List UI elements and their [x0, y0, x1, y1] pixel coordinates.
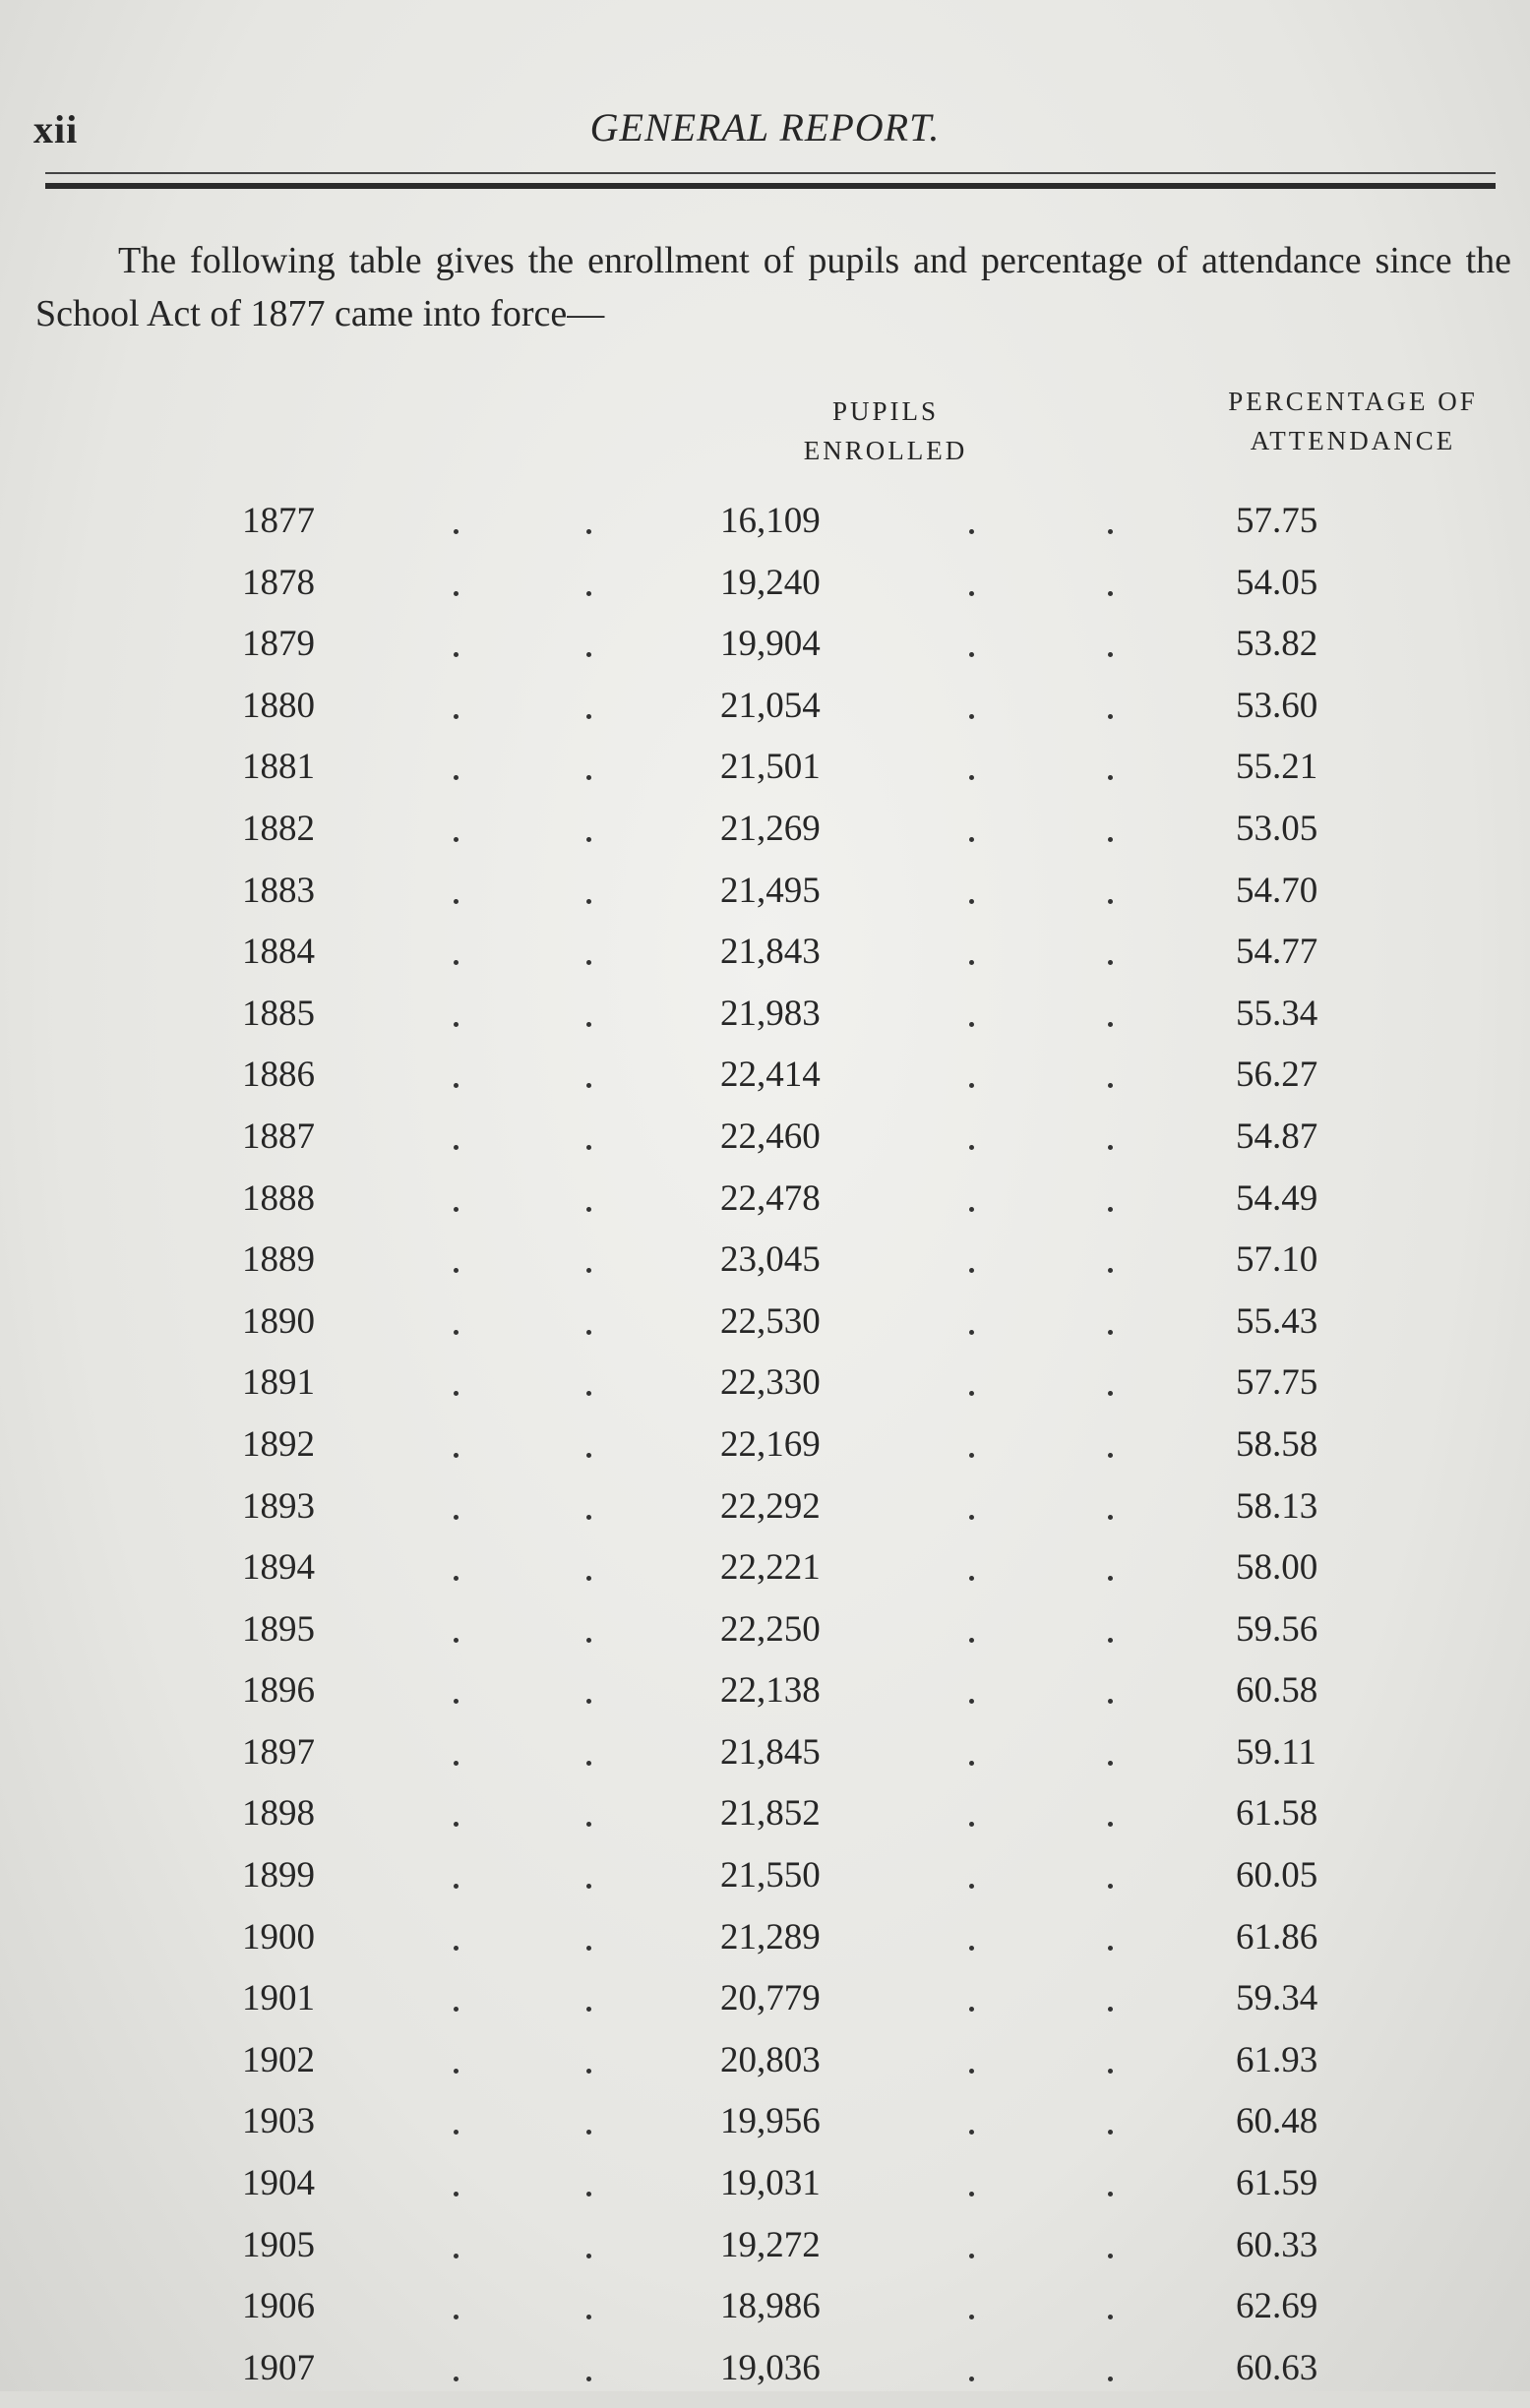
table-row: [0, 1054, 1530, 1115]
year-cell: 1898: [242, 1793, 315, 1835]
enrolled-cell: 22,530: [720, 1300, 821, 1342]
leader-dot: [1108, 2377, 1113, 2381]
enrolled-cell: 22,169: [720, 1423, 821, 1465]
leader-dot: [1108, 2069, 1113, 2074]
leader-dot: [1108, 591, 1113, 596]
leader-dot: [969, 1145, 974, 1150]
year-cell: 1882: [242, 808, 315, 849]
enrolled-cell: 22,478: [720, 1177, 821, 1219]
year-cell: 1881: [242, 747, 315, 788]
percent-header-line2: ATTENDANCE: [1250, 426, 1456, 455]
enrolled-cell: 21,852: [720, 1793, 821, 1835]
leader-dot: [1108, 1145, 1113, 1150]
percent-cell: 54.87: [1236, 1115, 1318, 1157]
table-row: [0, 1361, 1530, 1423]
table-row: [0, 2347, 1530, 2408]
percent-cell: 55.34: [1236, 993, 1318, 1034]
leader-dot: [969, 1453, 974, 1458]
percent-cell: 60.63: [1236, 2347, 1318, 2388]
leader-dot: [969, 2377, 974, 2381]
percent-cell: 56.27: [1236, 1054, 1318, 1096]
leader-dot: [969, 1946, 974, 1951]
table-row: [0, 1731, 1530, 1793]
table-row: [0, 685, 1530, 747]
leader-dot: [454, 1699, 459, 1704]
leader-dot: [1108, 1330, 1113, 1335]
leader-dot: [454, 899, 459, 904]
leader-dot: [454, 1268, 459, 1273]
enrolled-cell: 19,036: [720, 2347, 821, 2388]
table-row: [0, 1177, 1530, 1239]
leader-dot: [454, 1761, 459, 1766]
enrolled-cell: 21,845: [720, 1731, 821, 1773]
leader-dot: [1108, 1268, 1113, 1273]
intro-paragraph: [35, 234, 1511, 340]
leader-dot: [969, 529, 974, 534]
enrolled-cell: 21,054: [720, 685, 821, 726]
leader-dot: [586, 591, 591, 596]
year-cell: 1888: [242, 1177, 315, 1219]
leader-dot: [586, 1761, 591, 1766]
leader-dot: [586, 1268, 591, 1273]
leader-dot: [1108, 1453, 1113, 1458]
leader-dot: [969, 1638, 974, 1643]
enrolled-cell: 19,031: [720, 2163, 821, 2204]
leader-dot: [1108, 2254, 1113, 2258]
enrolled-cell: 22,138: [720, 1670, 821, 1712]
leader-dot: [1108, 1515, 1113, 1520]
year-cell: 1878: [242, 562, 315, 603]
leader-dot: [969, 837, 974, 842]
year-cell: 1880: [242, 685, 315, 726]
leader-dot: [454, 1576, 459, 1581]
table-row: [0, 2285, 1530, 2347]
enrolled-cell: 21,550: [720, 1855, 821, 1896]
table-row: [0, 1485, 1530, 1547]
leader-dot: [586, 2254, 591, 2258]
leader-dot: [586, 652, 591, 657]
percent-cell: 53.60: [1236, 685, 1318, 726]
leader-dot: [586, 1699, 591, 1704]
enrolled-cell: 21,501: [720, 747, 821, 788]
percent-cell: 62.69: [1236, 2286, 1318, 2327]
intro-text: The following table gives the enrollment of pupils and percentage of attendance since the School Act of 1877 came into force—: [35, 240, 1511, 334]
table-row: [0, 562, 1530, 624]
enrolled-cell: 18,986: [720, 2286, 821, 2327]
leader-dot: [1108, 1638, 1113, 1643]
leader-dot: [454, 1330, 459, 1335]
year-cell: 1896: [242, 1670, 315, 1712]
percent-cell: 54.77: [1236, 932, 1318, 973]
percent-cell: 60.58: [1236, 1670, 1318, 1712]
leader-dot: [586, 1022, 591, 1027]
year-cell: 1895: [242, 1608, 315, 1650]
leader-dot: [1108, 1576, 1113, 1581]
table-row: [0, 2224, 1530, 2286]
leader-dot: [586, 2130, 591, 2135]
year-cell: 1889: [242, 1239, 315, 1281]
leader-dot: [586, 775, 591, 780]
leader-dot: [586, 1330, 591, 1335]
leader-dot: [454, 1822, 459, 1827]
leader-dot: [1108, 1884, 1113, 1889]
leader-dot: [969, 714, 974, 719]
leader-dot: [969, 2254, 974, 2258]
enrolled-cell: 22,414: [720, 1054, 821, 1096]
enrolled-cell: 19,240: [720, 562, 821, 603]
leader-dot: [454, 1207, 459, 1212]
table-row: [0, 2039, 1530, 2101]
table-row: [0, 1608, 1530, 1670]
enrolled-cell: 22,221: [720, 1547, 821, 1589]
leader-dot: [969, 1022, 974, 1027]
enrolled-cell: 19,904: [720, 624, 821, 665]
leader-dot: [454, 960, 459, 965]
percent-cell: 59.11: [1236, 1731, 1316, 1773]
leader-dot: [1108, 1083, 1113, 1088]
leader-dot: [969, 1330, 974, 1335]
leader-dot: [586, 2315, 591, 2319]
enrolled-cell: 21,289: [720, 1916, 821, 1957]
leader-dot: [586, 837, 591, 842]
leader-dot: [969, 1884, 974, 1889]
leader-dot: [1108, 2315, 1113, 2319]
year-cell: 1906: [242, 2286, 315, 2327]
percent-cell: 58.58: [1236, 1423, 1318, 1465]
percent-cell: 53.82: [1236, 624, 1318, 665]
leader-dot: [1108, 1207, 1113, 1212]
leader-dot: [969, 960, 974, 965]
leader-dot: [1108, 714, 1113, 719]
leader-dot: [454, 652, 459, 657]
percent-cell: 57.75: [1236, 501, 1318, 541]
year-cell: 1901: [242, 1978, 315, 2019]
year-cell: 1890: [242, 1300, 315, 1342]
table-row: [0, 1300, 1530, 1362]
enrolled-cell: 19,272: [720, 2224, 821, 2265]
year-cell: 1884: [242, 932, 315, 973]
leader-dot: [969, 775, 974, 780]
percent-cell: 54.49: [1236, 1177, 1318, 1219]
percent-cell: 61.59: [1236, 2163, 1318, 2204]
table-row: [0, 993, 1530, 1054]
percent-cell: 61.86: [1236, 1916, 1318, 1957]
leader-dot: [586, 960, 591, 965]
table-row: [0, 808, 1530, 870]
table-row: [0, 1423, 1530, 1485]
leader-dot: [969, 1268, 974, 1273]
leader-dot: [586, 1453, 591, 1458]
leader-dot: [454, 1145, 459, 1150]
percent-cell: 55.21: [1236, 747, 1318, 788]
leader-dot: [969, 2007, 974, 2012]
table-row: [0, 1115, 1530, 1177]
year-cell: 1887: [242, 1115, 315, 1157]
leader-dot: [1108, 1822, 1113, 1827]
page-number: xii: [33, 107, 79, 151]
table-row: [0, 1916, 1530, 1978]
leader-dot: [1108, 1391, 1113, 1396]
leader-dot: [454, 2007, 459, 2012]
column-header-pupils-enrolled: [728, 391, 1043, 470]
table-row: [0, 1977, 1530, 2039]
leader-dot: [969, 1515, 974, 1520]
leader-dot: [969, 2192, 974, 2197]
enrolled-cell: 21,269: [720, 808, 821, 849]
enrolled-cell: 22,460: [720, 1115, 821, 1157]
leader-dot: [454, 1884, 459, 1889]
leader-dot: [454, 2192, 459, 2197]
table-row: [0, 746, 1530, 808]
year-cell: 1905: [242, 2224, 315, 2265]
enrolled-cell: 23,045: [720, 1239, 821, 1281]
year-cell: 1903: [242, 2101, 315, 2142]
leader-dot: [969, 1391, 974, 1396]
year-cell: 1899: [242, 1855, 315, 1896]
table-row: [0, 931, 1530, 993]
table-row: [0, 1669, 1530, 1731]
percent-cell: 54.05: [1236, 562, 1318, 603]
leader-dot: [586, 2007, 591, 2012]
percent-cell: 53.05: [1236, 808, 1318, 849]
year-cell: 1892: [242, 1423, 315, 1465]
leader-dot: [969, 2130, 974, 2135]
percent-header-line1: PERCENTAGE OF: [1228, 387, 1478, 416]
year-cell: 1891: [242, 1362, 315, 1404]
leader-dot: [969, 1761, 974, 1766]
pupils-header-line1: PUPILS: [831, 396, 940, 426]
leader-dot: [586, 899, 591, 904]
enrolled-cell: 20,803: [720, 2039, 821, 2080]
leader-dot: [454, 529, 459, 534]
enrolled-cell: 22,250: [720, 1608, 821, 1650]
percent-cell: 61.93: [1236, 2039, 1318, 2080]
table-row: [0, 1792, 1530, 1854]
leader-dot: [586, 1083, 591, 1088]
leader-dot: [969, 2069, 974, 2074]
year-cell: 1886: [242, 1054, 315, 1096]
leader-dot: [586, 1515, 591, 1520]
table-row: [0, 1238, 1530, 1300]
leader-dot: [1108, 837, 1113, 842]
enrolled-cell: 20,779: [720, 1978, 821, 2019]
leader-dot: [454, 2254, 459, 2258]
column-header-percentage-attendance: [1171, 382, 1530, 460]
leader-dot: [586, 1207, 591, 1212]
leader-dot: [1108, 1022, 1113, 1027]
year-cell: 1904: [242, 2163, 315, 2204]
leader-dot: [586, 2192, 591, 2197]
year-cell: 1883: [242, 870, 315, 911]
year-cell: 1885: [242, 993, 315, 1034]
leader-dot: [454, 1022, 459, 1027]
leader-dot: [969, 652, 974, 657]
leader-dot: [454, 1083, 459, 1088]
leader-dot: [1108, 1761, 1113, 1766]
leader-dot: [454, 775, 459, 780]
leader-dot: [586, 1822, 591, 1827]
leader-dot: [454, 837, 459, 842]
percent-cell: 59.56: [1236, 1608, 1318, 1650]
table-row: [0, 500, 1530, 562]
table-row: [0, 870, 1530, 932]
enrollment-table: [0, 500, 1530, 2408]
leader-dot: [969, 591, 974, 596]
percent-cell: 54.70: [1236, 870, 1318, 911]
header-rule-thick: [45, 183, 1496, 189]
year-cell: 1907: [242, 2347, 315, 2388]
leader-dot: [586, 1638, 591, 1643]
percent-cell: 55.43: [1236, 1300, 1318, 1342]
leader-dot: [586, 2069, 591, 2074]
leader-dot: [586, 1946, 591, 1951]
leader-dot: [1108, 1699, 1113, 1704]
table-row: [0, 623, 1530, 685]
enrolled-cell: 21,983: [720, 993, 821, 1034]
table-row: [0, 1854, 1530, 1916]
percent-cell: 59.34: [1236, 1978, 1318, 2019]
leader-dot: [586, 1391, 591, 1396]
percent-cell: 61.58: [1236, 1793, 1318, 1835]
leader-dot: [969, 1699, 974, 1704]
year-cell: 1879: [242, 624, 315, 665]
year-cell: 1877: [242, 501, 315, 541]
leader-dot: [969, 1083, 974, 1088]
leader-dot: [586, 1145, 591, 1150]
percent-cell: 60.48: [1236, 2101, 1318, 2142]
year-cell: 1900: [242, 1916, 315, 1957]
leader-dot: [969, 1207, 974, 1212]
table-row: [0, 2162, 1530, 2224]
year-cell: 1897: [242, 1731, 315, 1773]
leader-dot: [1108, 2007, 1113, 2012]
leader-dot: [586, 714, 591, 719]
leader-dot: [1108, 899, 1113, 904]
leader-dot: [454, 1453, 459, 1458]
percent-cell: 57.75: [1236, 1362, 1318, 1404]
enrolled-cell: 22,330: [720, 1362, 821, 1404]
pupils-header-line2: ENROLLED: [803, 436, 968, 465]
percent-cell: 58.13: [1236, 1485, 1318, 1527]
leader-dot: [969, 2315, 974, 2319]
enrolled-cell: 21,843: [720, 932, 821, 973]
leader-dot: [586, 2377, 591, 2381]
leader-dot: [586, 529, 591, 534]
leader-dot: [969, 1576, 974, 1581]
leader-dot: [1108, 529, 1113, 534]
leader-dot: [454, 2130, 459, 2135]
enrolled-cell: 21,495: [720, 870, 821, 911]
leader-dot: [454, 2069, 459, 2074]
leader-dot: [454, 1638, 459, 1643]
year-cell: 1902: [242, 2039, 315, 2080]
running-title: GENERAL REPORT.: [589, 105, 941, 150]
leader-dot: [586, 1884, 591, 1889]
leader-dot: [454, 714, 459, 719]
leader-dot: [969, 1822, 974, 1827]
percent-cell: 60.33: [1236, 2224, 1318, 2265]
leader-dot: [969, 899, 974, 904]
leader-dot: [454, 1946, 459, 1951]
leader-dot: [1108, 775, 1113, 780]
table-row: [0, 2100, 1530, 2162]
leader-dot: [1108, 2130, 1113, 2135]
enrolled-cell: 19,956: [720, 2101, 821, 2142]
leader-dot: [586, 1576, 591, 1581]
enrolled-cell: 16,109: [720, 501, 821, 541]
leader-dot: [454, 1391, 459, 1396]
enrolled-cell: 22,292: [720, 1485, 821, 1527]
percent-cell: 60.05: [1236, 1855, 1318, 1896]
year-cell: 1893: [242, 1485, 315, 1527]
leader-dot: [454, 1515, 459, 1520]
table-row: [0, 1546, 1530, 1608]
year-cell: 1894: [242, 1547, 315, 1589]
leader-dot: [1108, 960, 1113, 965]
leader-dot: [1108, 2192, 1113, 2197]
leader-dot: [454, 2377, 459, 2381]
leader-dot: [454, 2315, 459, 2319]
leader-dot: [1108, 652, 1113, 657]
leader-dot: [454, 591, 459, 596]
leader-dot: [1108, 1946, 1113, 1951]
percent-cell: 58.00: [1236, 1547, 1318, 1589]
percent-cell: 57.10: [1236, 1239, 1318, 1281]
header-rule-thin: [45, 172, 1496, 174]
